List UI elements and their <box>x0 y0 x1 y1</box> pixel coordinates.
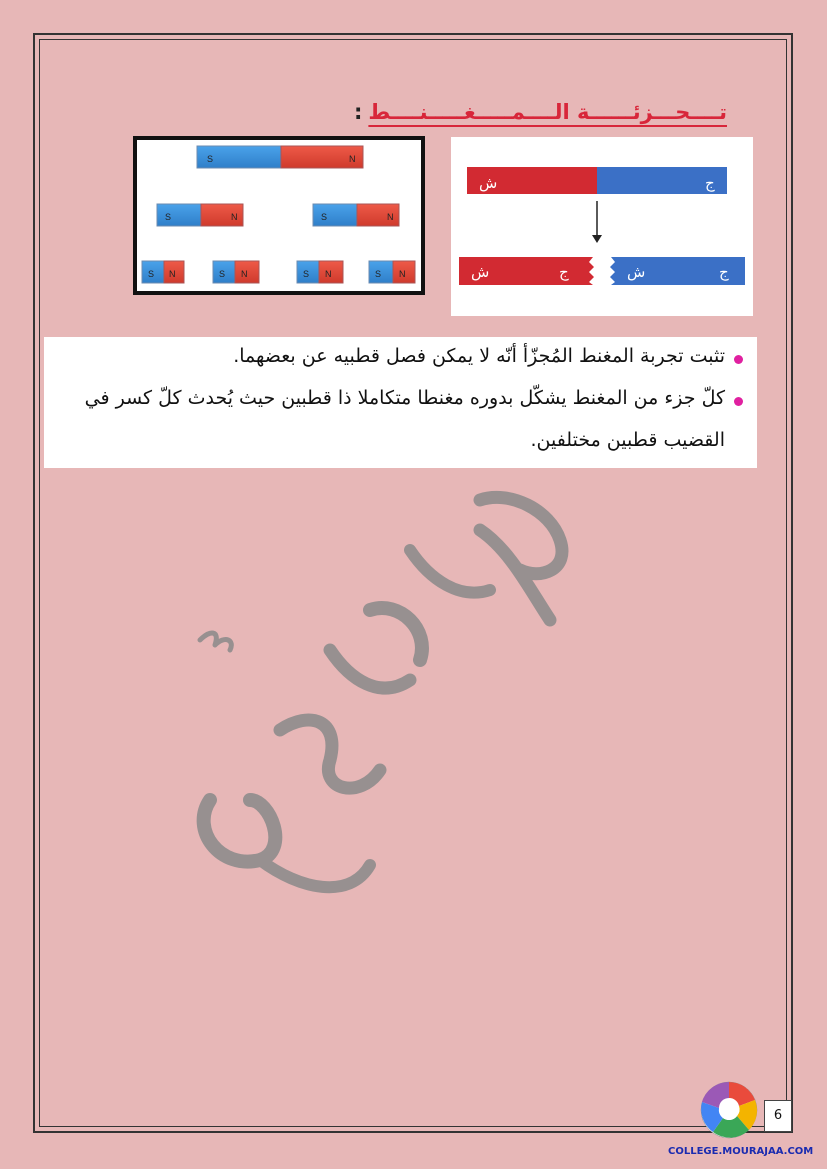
bullet-icon <box>734 355 743 364</box>
magnet-split-diagram <box>137 140 421 291</box>
magnet-quarter-2 <box>213 261 259 283</box>
pole-label-s: S <box>219 269 226 279</box>
section-title <box>354 100 727 124</box>
magnet-break-diagram <box>451 137 753 316</box>
pole-label-n: N <box>231 212 238 222</box>
down-arrow-icon <box>592 201 602 243</box>
magnet-half-2 <box>313 204 399 226</box>
section-title-text: تــــحـــزئــــــة الــــمـــــغـــــنــــط <box>368 100 727 124</box>
magnet-piece-left <box>459 257 594 285</box>
magnet-whole <box>467 167 727 194</box>
watermark-signature <box>180 470 600 930</box>
pole-label-south: ج <box>559 263 569 281</box>
pole-label-n: N <box>169 269 176 279</box>
pole-label-north: ش <box>471 263 490 281</box>
conclusion-box <box>44 337 757 468</box>
magnet-half-1 <box>157 204 243 226</box>
conclusion-line-3: القضيب قطبين مختلفين. <box>530 429 725 451</box>
pole-label-south: ج <box>705 174 715 192</box>
magnet-quarter-3 <box>297 261 343 283</box>
pole-label-south: ج <box>719 263 729 281</box>
pole-label-n: N <box>399 269 406 279</box>
pole-label-s: S <box>303 269 310 279</box>
magnet-full <box>197 146 363 168</box>
pole-label-s: S <box>321 212 328 222</box>
page-number: 6 <box>764 1100 792 1132</box>
magnet-break-figure <box>451 137 753 316</box>
bullet-icon <box>734 397 743 406</box>
conclusion-line-2: كلّ جزء من المغنط يشكّل بدوره مغنطا متكاملا ذا قطبين حيث يُحدث كلّ كسر في <box>84 387 725 409</box>
pole-label-s: S <box>148 269 155 279</box>
pole-label-n: N <box>387 212 394 222</box>
magnet-quarter-1 <box>142 261 184 283</box>
magnet-split-figure <box>133 136 425 295</box>
pole-label-n: N <box>349 154 356 164</box>
site-url[interactable]: COLLEGE.MOURAJAA.COM <box>668 1146 814 1157</box>
magnet-piece-right <box>610 257 745 285</box>
pole-label-n: N <box>325 269 332 279</box>
pole-label-north: ش <box>479 174 498 192</box>
pole-label-north: ش <box>627 263 646 281</box>
conclusion-line-1: تثبت تجربة المغنط المُجزّأ أنّه لا يمكن فصل قطبيه عن بعضهما. <box>233 345 725 367</box>
pole-label-s: S <box>375 269 382 279</box>
section-title-colon: : <box>353 100 363 124</box>
magnet-quarter-4 <box>369 261 415 283</box>
site-logo <box>693 1070 765 1142</box>
pole-label-s: S <box>165 212 172 222</box>
pole-label-n: N <box>241 269 248 279</box>
pole-label-s: S <box>207 154 214 164</box>
